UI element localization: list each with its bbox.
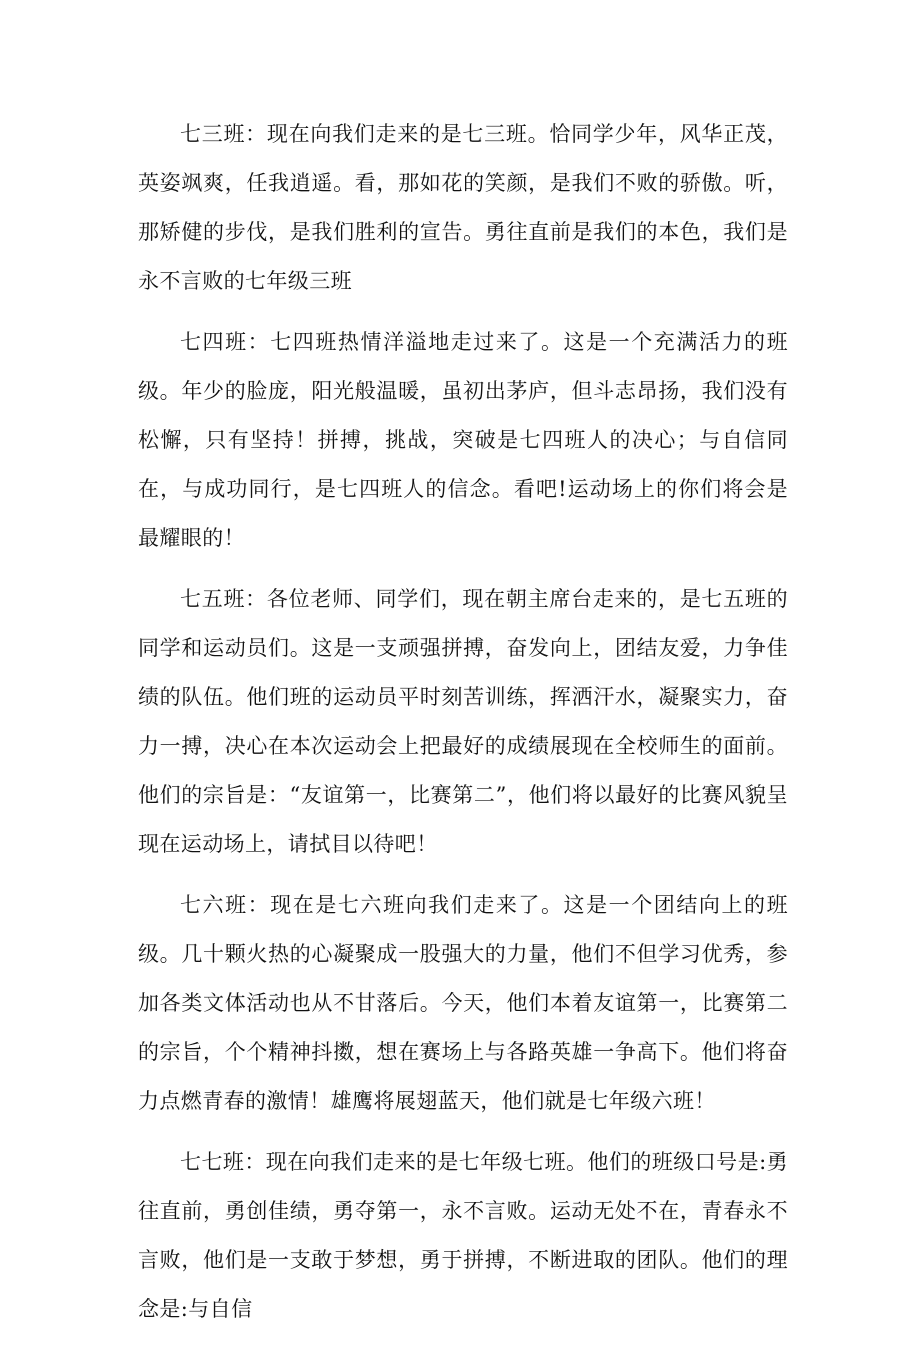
paragraph-class-7-5: 七五班：各位老师、同学们，现在朝主席台走来的，是七五班的同学和运动员们。这是一支顽强拼搏，奋发向上，团结友爱，力争佳绩的队伍。他们班的运动员平时刻苦训练，挥洒汗水，凝聚实力，奋力一搏，决心在本次运动会上把最好的成绩展现在全校师生的面前。他们的宗旨是：“友谊第一，比赛第二”，他们将以最好的比赛风貌呈现在运动场上，请拭目以待吧！ [138,587,788,856]
paragraph-class-7-4: 七四班：七四班热情洋溢地走过来了。这是一个充满活力的班级。年少的脸庞，阳光般温暖，虽初出茅庐，但斗志昂扬，我们没有松懈，只有坚持！拼搏，挑战，突破是七四班人的决心；与自信同在，与成功同行，是七四班人的信念。看吧!运动场上的你们将会是最耀眼的！ [138,330,788,550]
document-body [138,110,788,1346]
paragraph-class-7-3: 七三班：现在向我们走来的是七三班。恰同学少年，风华正茂，英姿飒爽，任我逍遥。看，那如花的笑颜，是我们不败的骄傲。听，那矫健的步伐，是我们胜利的宣告。勇往直前是我们的本色，我们是永不言败的七年级三班 [138,122,788,293]
paragraph-class-7-7: 七七班：现在向我们走来的是七年级七班。他们的班级口号是:勇往直前，勇创佳绩，勇夺第一，永不言败。运动无处不在，青春永不言败，他们是一支敢于梦想，勇于拼搏，不断进取的团队。他们的理念是:与自信 [138,1150,788,1321]
paragraph-class-7-6: 七六班：现在是七六班向我们走来了。这是一个团结向上的班级。几十颗火热的心凝聚成一股强大的力量，他们不但学习优秀，参加各类文体活动也从不甘落后。今天，他们本着友谊第一，比赛第二的宗旨，个个精神抖擞，想在赛场上与各路英雄一争高下。他们将奋力点燃青春的激情！雄鹰将展翅蓝天，他们就是七年级六班！ [138,893,788,1113]
